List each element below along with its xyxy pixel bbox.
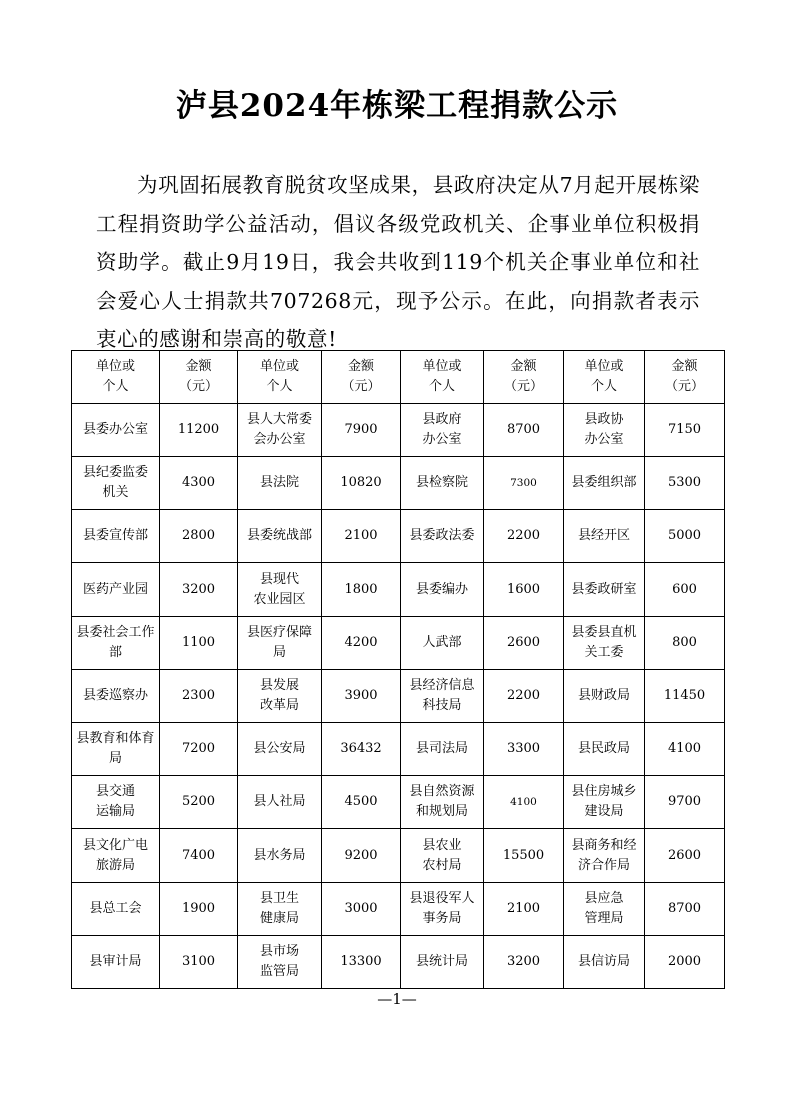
unit-name-cell: 县委政法委 <box>401 510 484 563</box>
unit-name-cell: 医药产业园 <box>72 563 160 617</box>
unit-name-cell: 县纪委监委 机关 <box>72 457 160 510</box>
unit-name-cell: 县公安局 <box>238 723 322 776</box>
unit-name-cell: 县卫生 健康局 <box>238 883 322 936</box>
donation-table <box>71 350 725 989</box>
unit-name-cell: 县审计局 <box>72 936 160 989</box>
unit-name-cell: 县委政研室 <box>564 563 645 617</box>
amount-cell: 13300 <box>322 936 401 989</box>
intro-paragraph: 为巩固拓展教育脱贫攻坚成果，县政府决定从7月起开展栋梁工程捐资助学公益活动，倡议各级党政机关、企事业单位积极捐资助学。截止9月19日，我会共收到119个机关企事业单位和社会爱心人士捐款共707268元，现予公示。在此，向捐款者表示衷心的感谢和崇高的敬意! <box>96 173 700 351</box>
amount-cell: 2100 <box>484 883 564 936</box>
amount-cell: 3900 <box>322 670 401 723</box>
table-row <box>72 617 725 670</box>
amount-cell: 5200 <box>160 776 238 829</box>
unit-name-cell: 县经开区 <box>564 510 645 563</box>
amount-cell: 5300 <box>645 457 725 510</box>
unit-name-cell: 人武部 <box>401 617 484 670</box>
amount-cell: 7300 <box>484 457 564 510</box>
unit-name-cell: 县教育和体育 局 <box>72 723 160 776</box>
unit-name-cell: 县财政局 <box>564 670 645 723</box>
table-row <box>72 404 725 457</box>
amount-cell: 15500 <box>484 829 564 883</box>
unit-name-cell: 县市场 监管局 <box>238 936 322 989</box>
unit-name-cell: 县经济信息 科技局 <box>401 670 484 723</box>
amount-cell: 2200 <box>484 670 564 723</box>
unit-name-cell: 县委办公室 <box>72 404 160 457</box>
table-header-row <box>72 351 725 404</box>
unit-name-cell: 县人社局 <box>238 776 322 829</box>
amount-cell: 2200 <box>484 510 564 563</box>
amount-cell: 2800 <box>160 510 238 563</box>
header-amount: 金额 （元） <box>160 351 238 404</box>
unit-name-cell: 县商务和经 济合作局 <box>564 829 645 883</box>
amount-cell: 5000 <box>645 510 725 563</box>
document-title: 泸县2024年栋梁工程捐款公示 <box>175 88 619 124</box>
unit-name-cell: 县信访局 <box>564 936 645 989</box>
table-row <box>72 883 725 936</box>
amount-cell: 3100 <box>160 936 238 989</box>
unit-name-cell: 县医疗保障 局 <box>238 617 322 670</box>
unit-name-cell: 县水务局 <box>238 829 322 883</box>
header-amount: 金额 （元） <box>484 351 564 404</box>
unit-name-cell: 县农业 农村局 <box>401 829 484 883</box>
unit-name-cell: 县委社会工作 部 <box>72 617 160 670</box>
amount-cell: 7400 <box>160 829 238 883</box>
amount-cell: 4500 <box>322 776 401 829</box>
unit-name-cell: 县退役军人 事务局 <box>401 883 484 936</box>
unit-name-cell: 县检察院 <box>401 457 484 510</box>
amount-cell: 3200 <box>160 563 238 617</box>
header-unit: 单位或 个人 <box>564 351 645 404</box>
amount-cell: 2100 <box>322 510 401 563</box>
amount-cell: 2000 <box>645 936 725 989</box>
amount-cell: 10820 <box>322 457 401 510</box>
amount-cell: 3000 <box>322 883 401 936</box>
amount-cell: 7200 <box>160 723 238 776</box>
unit-name-cell: 县文化广电 旅游局 <box>72 829 160 883</box>
amount-cell: 11200 <box>160 404 238 457</box>
unit-name-cell: 县法院 <box>238 457 322 510</box>
table-body <box>72 404 725 989</box>
amount-cell: 1100 <box>160 617 238 670</box>
unit-name-cell: 县政府 办公室 <box>401 404 484 457</box>
unit-name-cell: 县委巡察办 <box>72 670 160 723</box>
amount-cell: 1600 <box>484 563 564 617</box>
amount-cell: 3300 <box>484 723 564 776</box>
amount-cell: 4100 <box>484 776 564 829</box>
unit-name-cell: 县司法局 <box>401 723 484 776</box>
unit-name-cell: 县自然资源 和规划局 <box>401 776 484 829</box>
amount-cell: 36432 <box>322 723 401 776</box>
table-row <box>72 510 725 563</box>
unit-name-cell: 县总工会 <box>72 883 160 936</box>
unit-name-cell: 县委统战部 <box>238 510 322 563</box>
amount-cell: 4300 <box>160 457 238 510</box>
amount-cell: 1900 <box>160 883 238 936</box>
header-unit: 单位或 个人 <box>238 351 322 404</box>
amount-cell: 9200 <box>322 829 401 883</box>
table-row <box>72 670 725 723</box>
unit-name-cell: 县委组织部 <box>564 457 645 510</box>
amount-cell: 8700 <box>484 404 564 457</box>
unit-name-cell: 县应急 管理局 <box>564 883 645 936</box>
table-row <box>72 829 725 883</box>
header-amount: 金额 （元） <box>645 351 725 404</box>
unit-name-cell: 县人大常委 会办公室 <box>238 404 322 457</box>
table-row <box>72 563 725 617</box>
unit-name-cell: 县委宣传部 <box>72 510 160 563</box>
table-row <box>72 723 725 776</box>
amount-cell: 8700 <box>645 883 725 936</box>
amount-cell: 4200 <box>322 617 401 670</box>
header-amount: 金额 （元） <box>322 351 401 404</box>
amount-cell: 9700 <box>645 776 725 829</box>
amount-cell: 800 <box>645 617 725 670</box>
unit-name-cell: 县发展 改革局 <box>238 670 322 723</box>
unit-name-cell: 县现代 农业园区 <box>238 563 322 617</box>
header-unit: 单位或 个人 <box>401 351 484 404</box>
unit-name-cell: 县政协 办公室 <box>564 404 645 457</box>
table-row <box>72 936 725 989</box>
unit-name-cell: 县委编办 <box>401 563 484 617</box>
amount-cell: 7150 <box>645 404 725 457</box>
header-unit: 单位或 个人 <box>72 351 160 404</box>
amount-cell: 600 <box>645 563 725 617</box>
unit-name-cell: 县委县直机 关工委 <box>564 617 645 670</box>
amount-cell: 4100 <box>645 723 725 776</box>
amount-cell: 2300 <box>160 670 238 723</box>
page-number: —1— <box>377 990 417 1008</box>
amount-cell: 3200 <box>484 936 564 989</box>
amount-cell: 7900 <box>322 404 401 457</box>
unit-name-cell: 县民政局 <box>564 723 645 776</box>
amount-cell: 1800 <box>322 563 401 617</box>
table-row <box>72 457 725 510</box>
amount-cell: 2600 <box>484 617 564 670</box>
amount-cell: 11450 <box>645 670 725 723</box>
table-row <box>72 776 725 829</box>
amount-cell: 2600 <box>645 829 725 883</box>
unit-name-cell: 县统计局 <box>401 936 484 989</box>
unit-name-cell: 县交通 运输局 <box>72 776 160 829</box>
unit-name-cell: 县住房城乡 建设局 <box>564 776 645 829</box>
